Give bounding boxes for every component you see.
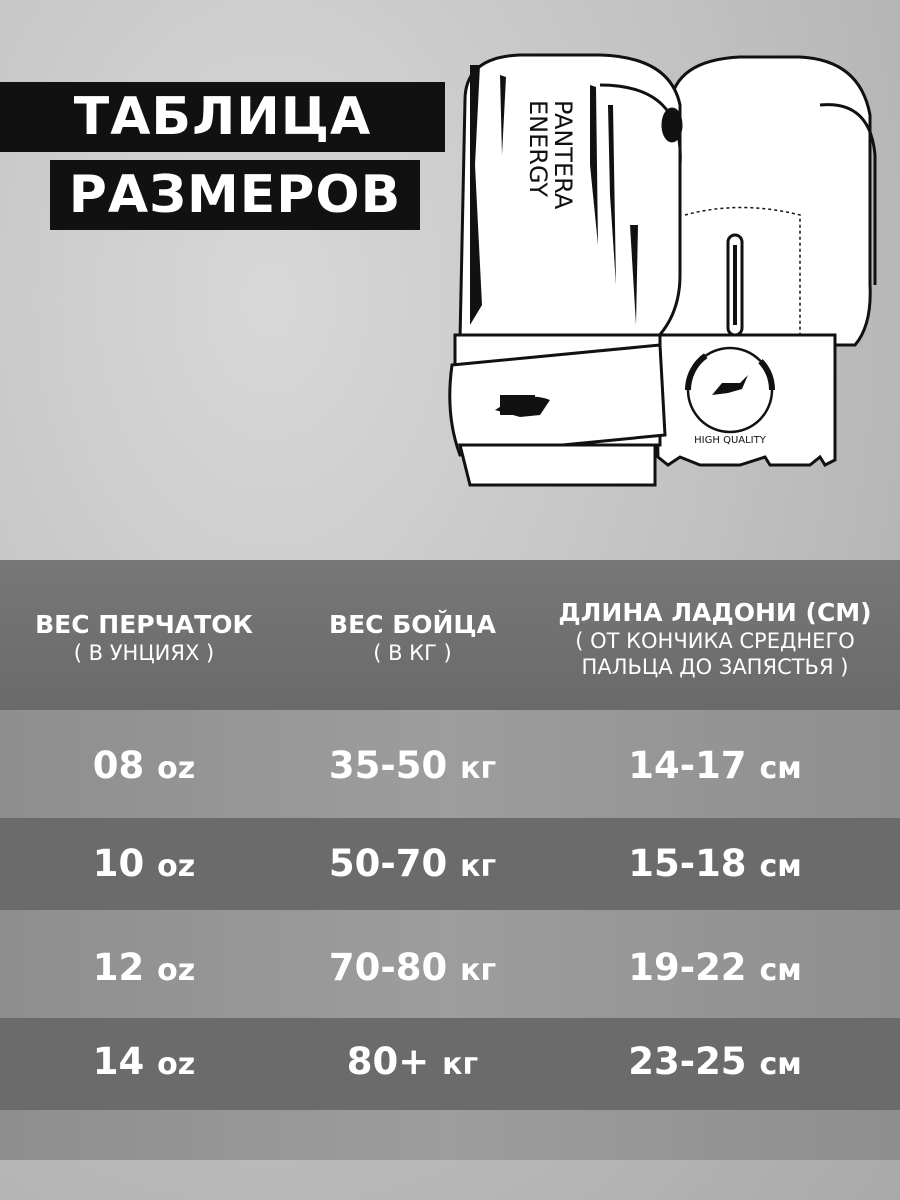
- weight-value: 70-80: [328, 946, 448, 989]
- header-glove-weight: [15, 610, 273, 666]
- length-unit: см: [759, 849, 802, 884]
- header-palm-length: [530, 598, 900, 680]
- header-fighter-weight: [300, 610, 525, 666]
- length-unit: см: [759, 751, 802, 786]
- table-row: [0, 818, 900, 910]
- table-header-row: [0, 560, 900, 710]
- header-palm-length-title: ДЛИНА ЛАДОНИ (СМ): [558, 598, 872, 627]
- page-title-line2: РАЗМЕРОВ: [50, 160, 420, 230]
- weight-value: 35-50: [328, 744, 448, 787]
- weight-unit: кг: [460, 849, 497, 884]
- cell-fighter-weight: [300, 844, 525, 887]
- cell-fighter-weight: [300, 1042, 525, 1085]
- header-fighter-weight-sub: ( В КГ ): [373, 641, 452, 665]
- cell-fighter-weight: [300, 746, 525, 789]
- length-unit: см: [759, 1047, 802, 1082]
- header-palm-length-sub2: ПАЛЬЦА ДО ЗАПЯСТЬЯ ): [581, 655, 849, 679]
- weight-unit: кг: [460, 953, 497, 988]
- header-palm-length-sub1: ( ОТ КОНЧИКА СРЕДНЕГО: [575, 629, 855, 653]
- cell-glove-oz: [15, 746, 273, 789]
- table-row: [0, 910, 900, 1018]
- brand-label-line2: ENERGY: [524, 100, 552, 198]
- cell-glove-oz: [15, 948, 273, 991]
- cell-glove-oz: [15, 1042, 273, 1085]
- length-value: 19-22: [628, 946, 747, 989]
- boxing-gloves-illustration: [440, 45, 900, 525]
- cell-fighter-weight: [300, 948, 525, 991]
- weight-unit: кг: [460, 751, 497, 786]
- back-glove: [654, 57, 875, 465]
- oz-value: 14: [92, 1040, 145, 1083]
- cell-glove-oz: [15, 844, 273, 887]
- cell-palm-length: [530, 746, 900, 789]
- badge-label: HIGH QUALITY: [694, 435, 766, 446]
- brand-label-line1: PANTERA: [549, 100, 577, 210]
- oz-unit: oz: [157, 1047, 196, 1082]
- header-fighter-weight-title: ВЕС БОЙЦА: [329, 610, 496, 639]
- page-title-line1: ТАБЛИЦА: [0, 82, 445, 152]
- weight-unit: кг: [442, 1047, 479, 1082]
- oz-value: 12: [92, 946, 145, 989]
- length-unit: см: [759, 953, 802, 988]
- cell-palm-length: [530, 948, 900, 991]
- table-footer-strip: [0, 1110, 900, 1160]
- cell-palm-length: [530, 1042, 900, 1085]
- length-value: 15-18: [628, 842, 747, 885]
- weight-value: 50-70: [328, 842, 448, 885]
- table-row: [0, 710, 900, 818]
- oz-value: 08: [92, 744, 145, 787]
- oz-unit: oz: [157, 751, 196, 786]
- length-value: 14-17: [628, 744, 747, 787]
- weight-value: 80+: [346, 1040, 430, 1083]
- table-row: [0, 1018, 900, 1110]
- header-glove-weight-title: ВЕС ПЕРЧАТОК: [35, 610, 253, 639]
- size-table: [0, 560, 900, 1160]
- oz-value: 10: [92, 842, 145, 885]
- length-value: 23-25: [628, 1040, 747, 1083]
- cell-palm-length: [530, 844, 900, 887]
- oz-unit: oz: [157, 953, 196, 988]
- oz-unit: oz: [157, 849, 196, 884]
- header-glove-weight-sub: ( В УНЦИЯХ ): [73, 641, 215, 665]
